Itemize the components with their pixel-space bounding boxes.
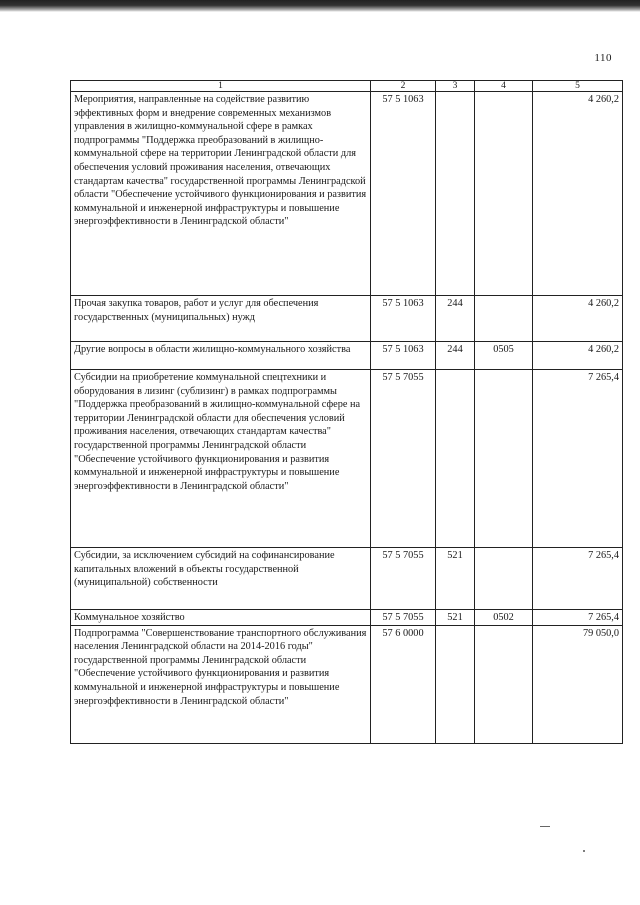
row-section-code: [475, 296, 533, 342]
row-target-code: 57 5 1063: [371, 92, 436, 296]
row-amount: 4 260,2: [533, 92, 623, 296]
row-section-code: [475, 370, 533, 548]
scan-speck: [583, 850, 585, 852]
scan-mark: [540, 826, 550, 827]
row-expense-type: [436, 370, 475, 548]
row-amount: 7 265,4: [533, 548, 623, 610]
budget-table: [70, 80, 623, 744]
row-amount: 7 265,4: [533, 610, 623, 626]
table-row: [71, 610, 623, 626]
row-section-code: [475, 625, 533, 743]
header-col-1: 1: [71, 81, 371, 92]
row-target-code: 57 5 7055: [371, 610, 436, 626]
row-expense-type: [436, 92, 475, 296]
row-name: Другие вопросы в области жилищно-коммунального хозяйства: [71, 342, 371, 370]
row-expense-type: [436, 625, 475, 743]
row-expense-type: 244: [436, 296, 475, 342]
row-section-code: [475, 548, 533, 610]
table-row: [71, 625, 623, 743]
header-col-5: 5: [533, 81, 623, 92]
header-col-2: 2: [371, 81, 436, 92]
table-row: [71, 370, 623, 548]
row-name: Мероприятия, направленные на содействие развитию эффективных форм и внедрение современных механизмов управления в жилищно-коммунальной сфере в рамках подпрограммы "Поддержка преобразований в жилищно-коммунальной сфере на территории Ленинградской области для обеспечения условий проживания населения, отвечающих стандартам качества" государственной программы Ленинградской области "Обеспечение устойчивого функционирования и развития коммунальной и инженерной инфраструктуры и повышение энергоэффективности в Ленинградской области": [71, 92, 371, 296]
page-number: 110: [594, 52, 612, 64]
row-target-code: 57 5 7055: [371, 548, 436, 610]
scan-top-edge: [0, 0, 640, 12]
table-row: [71, 92, 623, 296]
header-col-3: 3: [436, 81, 475, 92]
row-name: Коммунальное хозяйство: [71, 610, 371, 626]
row-target-code: 57 6 0000: [371, 625, 436, 743]
row-expense-type: 244: [436, 342, 475, 370]
row-name: Подпрограмма "Совершенствование транспортного обслуживания населения Ленинградской области на 2014-2016 годы" государственной программы Ленинградской области "Обеспечение устойчивого функционирования и развития коммунальной и инженерной инфраструктуры и повышение энергоэффективности в Ленинградской области": [71, 625, 371, 743]
header-col-4: 4: [475, 81, 533, 92]
row-target-code: 57 5 1063: [371, 342, 436, 370]
table-row: [71, 342, 623, 370]
row-expense-type: 521: [436, 548, 475, 610]
row-amount: 4 260,2: [533, 342, 623, 370]
row-amount: 7 265,4: [533, 370, 623, 548]
table-header-row: [71, 81, 623, 92]
row-target-code: 57 5 1063: [371, 296, 436, 342]
row-amount: 79 050,0: [533, 625, 623, 743]
row-amount: 4 260,2: [533, 296, 623, 342]
row-section-code: [475, 92, 533, 296]
row-expense-type: 521: [436, 610, 475, 626]
table-row: [71, 296, 623, 342]
row-name: Субсидии на приобретение коммунальной спецтехники и оборудования в лизинг (сублизинг) в рамках подпрограммы "Поддержка преобразований в жилищно-коммунальной сфере на территории Ленинградской области для обеспечения условий проживания населения, отвечающих стандартам качества" государственной программы Ленинградской области "Обеспечение устойчивого функционирования и развития коммунальной и инженерной инфраструктуры и повышение энергоэффективности в Ленинградской области": [71, 370, 371, 548]
row-name: Субсидии, за исключением субсидий на софинансирование капитальных вложений в объекты государственной (муниципальной) собственности: [71, 548, 371, 610]
row-name: Прочая закупка товаров, работ и услуг для обеспечения государственных (муниципальных) нужд: [71, 296, 371, 342]
row-section-code: 0502: [475, 610, 533, 626]
row-target-code: 57 5 7055: [371, 370, 436, 548]
row-section-code: 0505: [475, 342, 533, 370]
table-row: [71, 548, 623, 610]
